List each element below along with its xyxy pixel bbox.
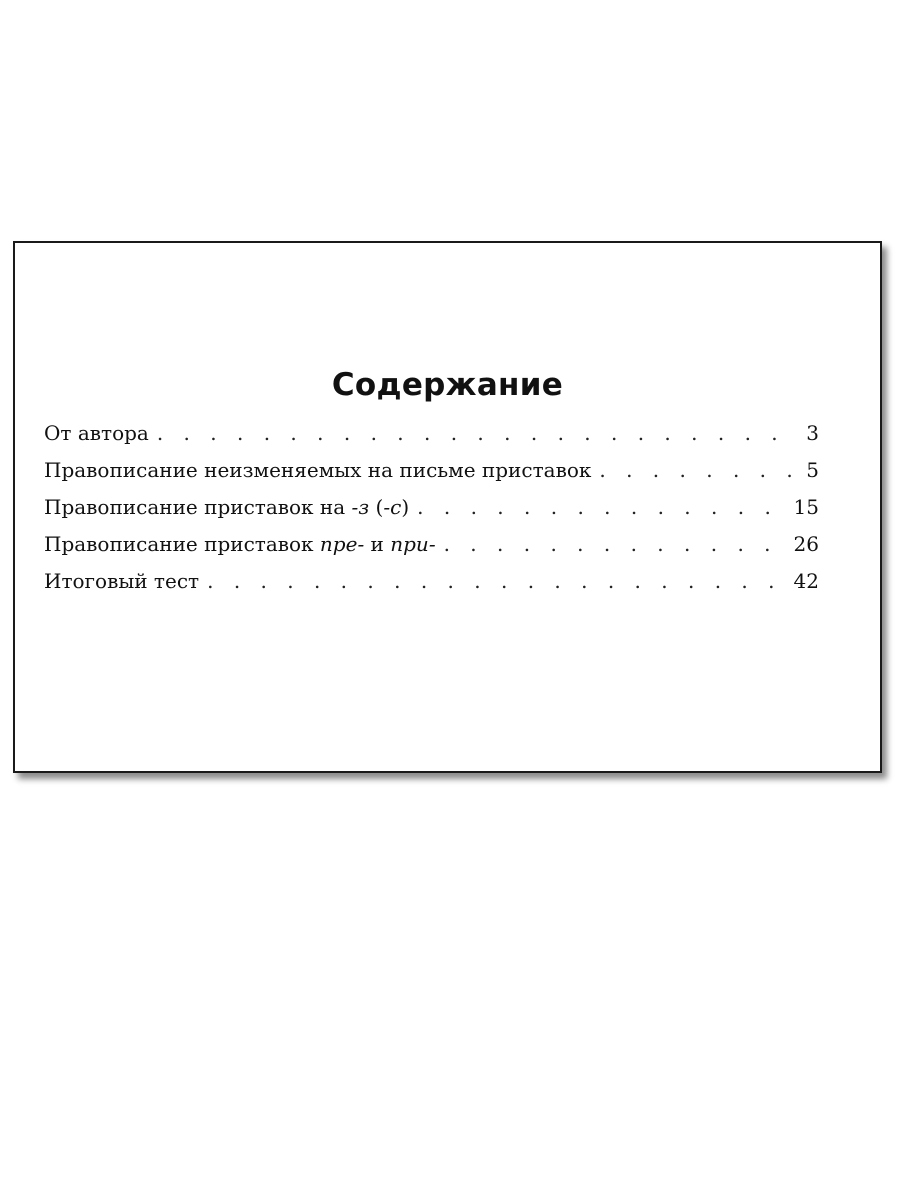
dot-leader [417, 495, 785, 519]
dot-leader [207, 569, 785, 593]
dot-leader [444, 532, 786, 556]
toc-entry-title: Итоговый тест [44, 569, 200, 593]
toc-page-number: 5 [806, 458, 819, 482]
toc-entry-title: От автора [44, 421, 149, 445]
contents-card [13, 241, 882, 773]
toc-entry-title: Правописание приставок пре- и при- [44, 532, 436, 556]
toc-entry-final-test[interactable] [44, 569, 819, 606]
toc-entry-title: Правописание приставок на -з (-с) [44, 495, 410, 519]
toc-page-number: 15 [793, 495, 819, 519]
toc-entry-unchangeable-prefixes[interactable] [44, 458, 819, 495]
toc-entry-title: Правописание неизменяемых на письме приставок [44, 458, 592, 482]
toc-entry-pre-pri-prefixes[interactable] [44, 532, 819, 569]
dot-leader [157, 421, 798, 445]
toc-entry-z-s-prefixes[interactable] [44, 495, 819, 532]
toc-page-number: 26 [793, 532, 819, 556]
toc-entry-from-author[interactable] [44, 421, 819, 458]
page-title: Содержание [331, 367, 564, 403]
table-of-contents [44, 421, 819, 606]
dot-leader [599, 458, 798, 482]
toc-page-number: 3 [806, 421, 819, 445]
toc-page-number: 42 [793, 569, 819, 593]
